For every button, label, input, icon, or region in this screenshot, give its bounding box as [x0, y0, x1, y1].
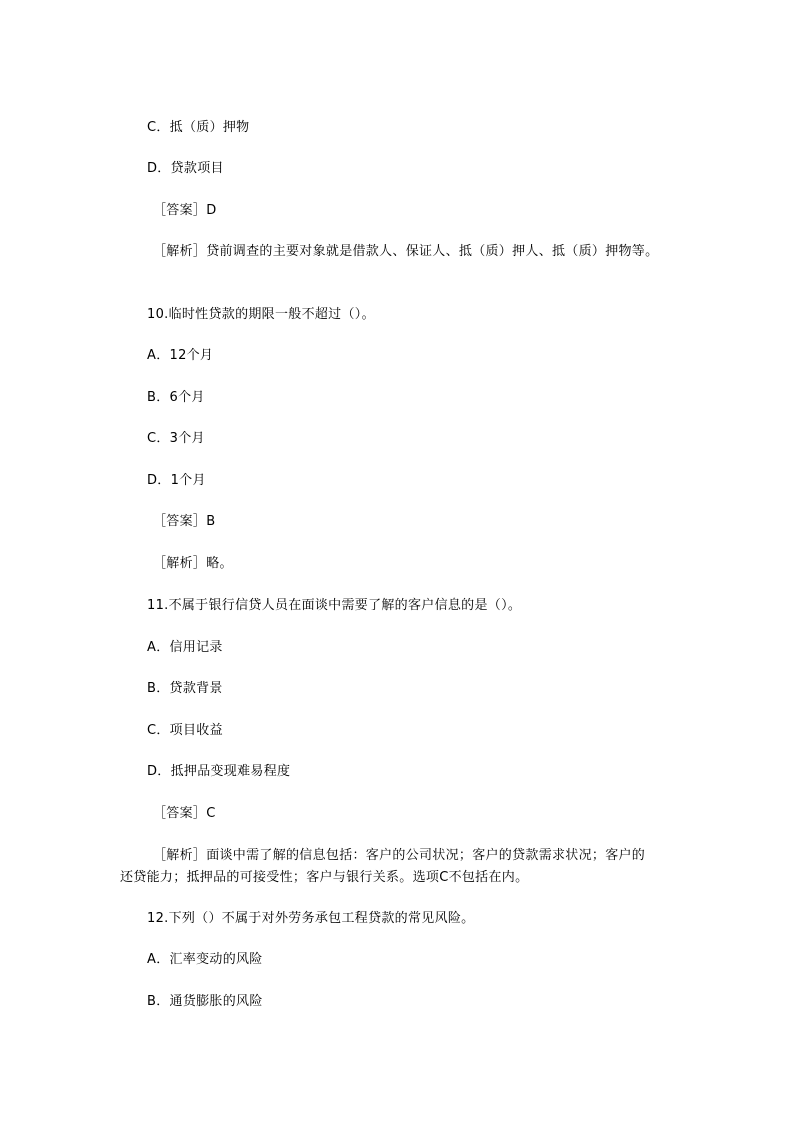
q12-option-b: B．通货膨胀的风险 [147, 994, 263, 1009]
q11-option-c: C．项目收益 [147, 723, 223, 738]
q10-option-b: B．6个月 [147, 390, 205, 405]
q11-option-a: A．信用记录 [147, 640, 223, 655]
q10-analysis: ［解析］略。 [153, 556, 233, 571]
q11-analysis-line1: ［解析］面谈中需了解的信息包括：客户的公司状况；客户的贷款需求状况；客户的 [153, 848, 646, 863]
q11-option-b: B．贷款背景 [147, 681, 223, 696]
q10-answer: ［答案］B [153, 514, 216, 529]
q10-option-d: D．1个月 [147, 473, 206, 488]
q11-answer: ［答案］C [153, 806, 216, 821]
q10-option-c: C．3个月 [147, 431, 205, 446]
q11-analysis-line2: 还贷能力；抵押品的可接受性；客户与银行关系。选项C不包括在内。 [120, 870, 529, 885]
q11-option-d: D．抵押品变现难易程度 [147, 764, 291, 779]
q9-option-d: D．贷款项目 [147, 161, 224, 176]
q9-option-c: C．抵（质）押物 [147, 120, 250, 135]
q9-analysis: ［解析］贷前调查的主要对象就是借款人、保证人、抵（质）押人、抵（质）押物等。 [153, 244, 659, 259]
q10-question: 10.临时性贷款的期限一般不超过（）。 [147, 307, 375, 322]
q10-option-a: A．12个月 [147, 348, 214, 363]
q12-option-a: A．汇率变动的风险 [147, 952, 263, 967]
q11-question: 11.不属于银行信贷人员在面谈中需要了解的客户信息的是（）。 [147, 598, 522, 613]
q9-answer: ［答案］D [153, 203, 217, 218]
q12-question: 12.下列（）不属于对外劳务承包工程贷款的常见风险。 [147, 911, 475, 926]
